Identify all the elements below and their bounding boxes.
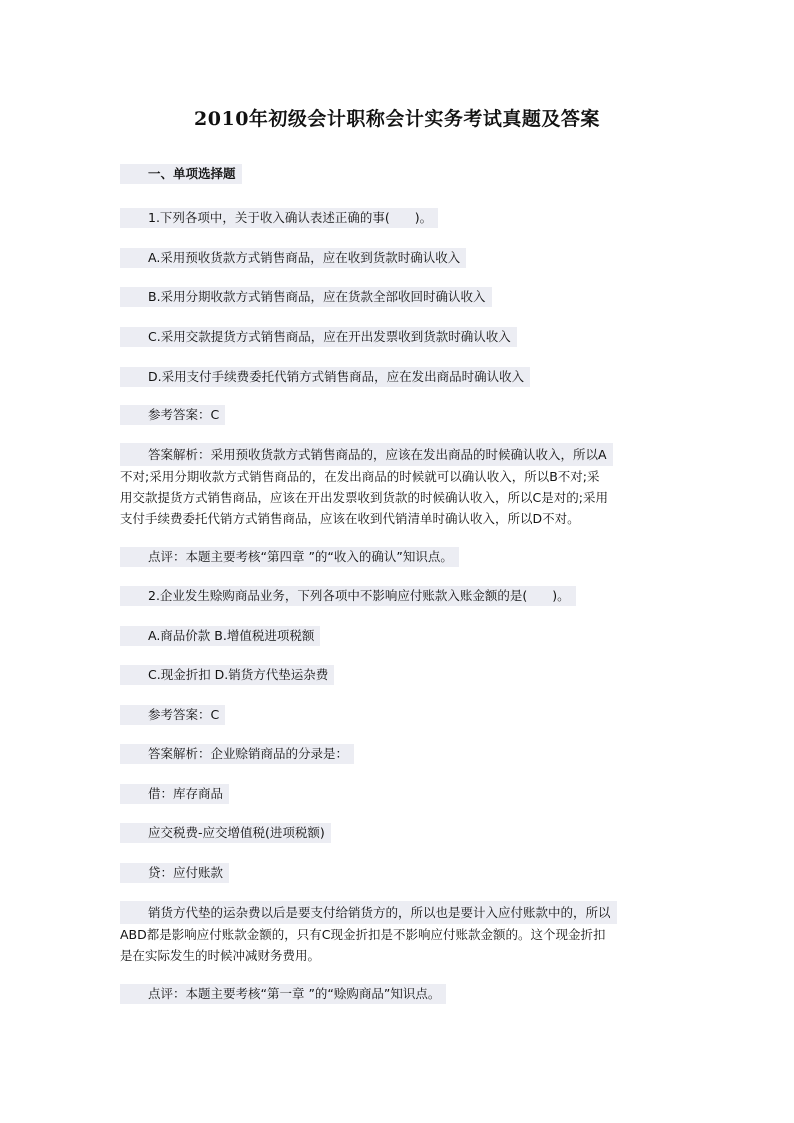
journal-credit-line: 贷：应付账款	[120, 863, 229, 883]
question-1-option-a: A.采用预收货款方式销售商品，应在收到货款时确认收入	[120, 248, 466, 268]
document-title: 2010年初级会计职称会计实务考试真题及答案	[194, 108, 600, 130]
journal-debit-line: 借：库存商品	[120, 784, 229, 804]
explanation-line: ABD都是影响应付账款金额的，只有C现金折扣是不影响应付账款金额的。这个现金折扣	[120, 927, 606, 942]
question-2-answer: 参考答案：C	[120, 705, 225, 725]
analysis-line: 不对;采用分期收款方式销售商品的，在发出商品的时候就可以确认收入，所以B不对;采	[120, 469, 600, 484]
explanation-line: 销货方代垫的运杂费以后是要支付给销货方的，所以也是要计入应付账款中的，所以	[120, 901, 680, 924]
section-heading: 一、单项选择题	[120, 164, 242, 184]
question-1-option-b: B.采用分期收款方式销售商品，应在货款全部收回时确认收入	[120, 287, 492, 307]
question-2-options-cd: C.现金折扣 D.销货方代垫运杂费	[120, 665, 334, 685]
question-1-option-c: C.采用交款提货方式销售商品，应在开出发票收到货款时确认收入	[120, 327, 517, 347]
question-2-options-ab: A.商品价款 B.增值税进项税额	[120, 626, 320, 646]
analysis-line: 用交款提货方式销售商品，应该在开出发票收到货款的时候确认收入，所以C是对的;采用	[120, 490, 608, 505]
question-1-stem: 1.下列各项中，关于收入确认表述正确的事( )。	[120, 208, 438, 228]
question-1-analysis	[120, 443, 680, 529]
question-2-explanation	[120, 901, 680, 966]
question-1-comment: 点评：本题主要考核“第四章 ”的“收入的确认”知识点。	[120, 547, 459, 567]
question-2-analysis: 答案解析：企业赊销商品的分录是：	[120, 744, 354, 764]
analysis-line: 答案解析：采用预收货款方式销售商品的，应该在发出商品的时候确认收入，所以A	[120, 443, 680, 466]
question-1-answer: 参考答案：C	[120, 405, 225, 425]
explanation-line: 是在实际发生的时候冲减财务费用。	[120, 948, 321, 963]
question-1-option-d: D.采用支付手续费委托代销方式销售商品，应在发出商品时确认收入	[120, 367, 530, 387]
question-2-comment: 点评：本题主要考核“第一章 ”的“赊购商品”知识点。	[120, 984, 446, 1004]
question-2-stem: 2.企业发生赊购商品业务，下列各项中不影响应付账款入账金额的是( )。	[120, 586, 576, 606]
journal-tax-line: 应交税费-应交增值税(进项税额)	[120, 823, 331, 843]
analysis-line: 支付手续费委托代销方式销售商品，应该在收到代销清单时确认收入，所以D不对。	[120, 511, 580, 526]
